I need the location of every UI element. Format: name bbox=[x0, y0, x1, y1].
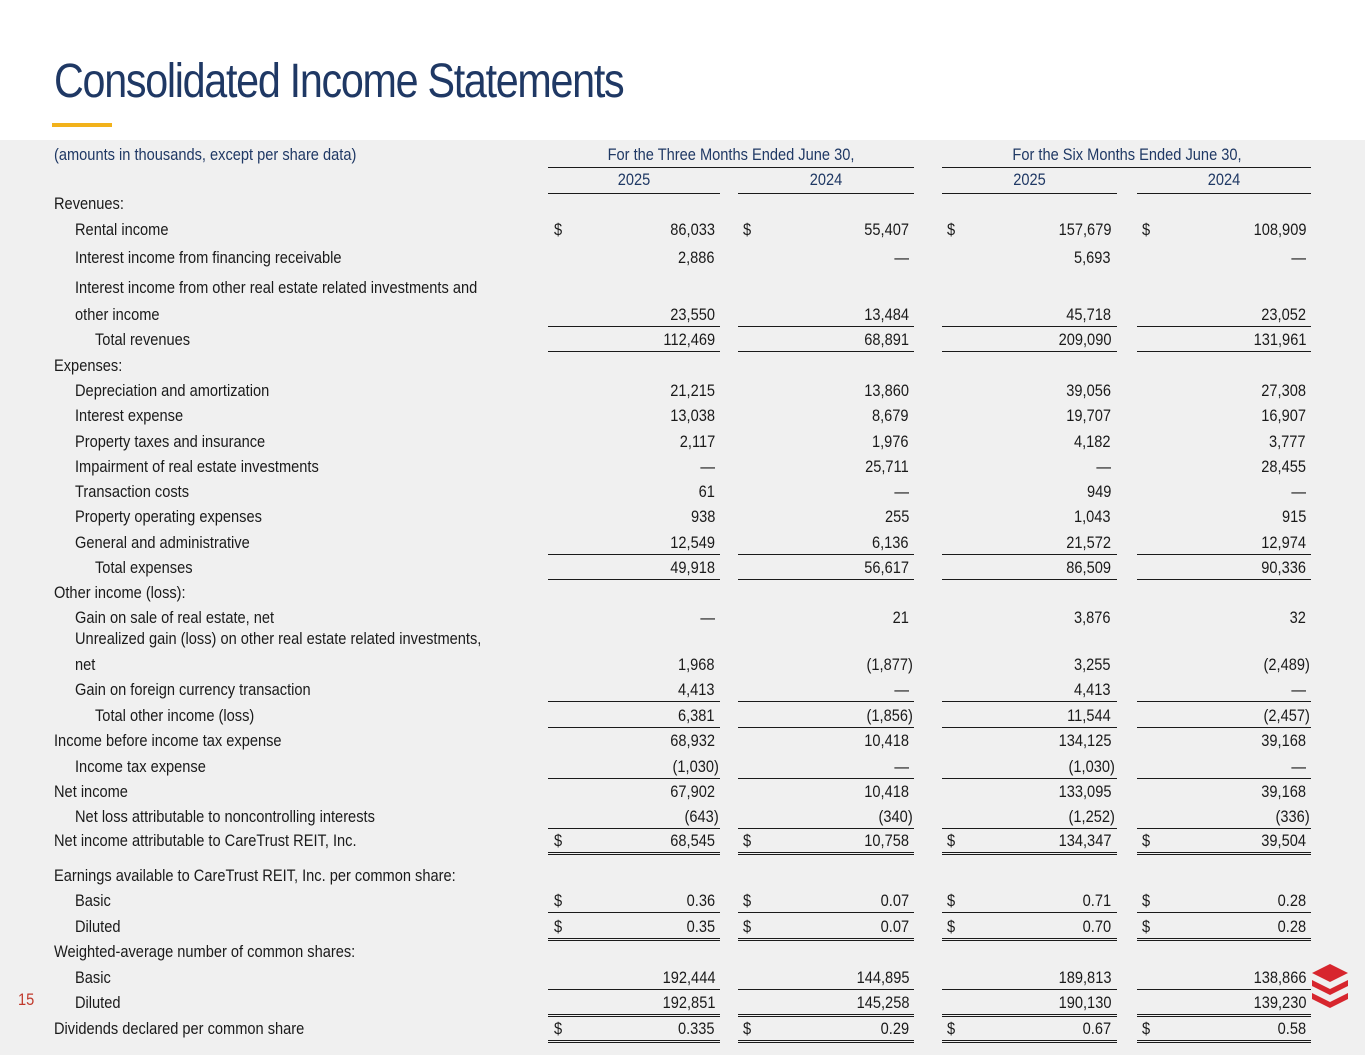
row-label: Net income attributable to CareTrust REIT, Inc. bbox=[54, 831, 357, 850]
value-cell: 16,907 bbox=[1261, 406, 1306, 425]
value-cell: 144,895 bbox=[856, 968, 909, 987]
total-rule bbox=[1137, 1014, 1311, 1017]
total-rule bbox=[738, 1040, 914, 1043]
value-cell: 0.335 bbox=[678, 1019, 715, 1038]
row-label: Property operating expenses bbox=[75, 507, 262, 526]
total-rule bbox=[942, 1014, 1117, 1017]
currency-symbol: $ bbox=[743, 220, 752, 239]
currency-symbol: $ bbox=[1142, 220, 1151, 239]
value-cell: 39,504 bbox=[1261, 831, 1306, 850]
value-cell: 209,090 bbox=[1058, 330, 1111, 349]
total-rule bbox=[548, 912, 720, 913]
value-cell: 1,976 bbox=[872, 432, 909, 451]
value-cell: 32 bbox=[1289, 608, 1306, 627]
year-underline bbox=[1137, 193, 1311, 194]
value-cell: 10,418 bbox=[864, 782, 909, 801]
row-label: Transaction costs bbox=[75, 482, 190, 501]
value-cell: 68,545 bbox=[670, 831, 715, 850]
period-header-three-months: For the Three Months Ended June 30, bbox=[607, 145, 855, 164]
total-rule bbox=[738, 912, 914, 913]
total-rule bbox=[1137, 554, 1311, 555]
total-rule bbox=[738, 938, 914, 941]
value-cell: 68,932 bbox=[670, 731, 715, 750]
value-cell: 108,909 bbox=[1253, 220, 1306, 239]
value-cell: — bbox=[894, 680, 909, 699]
value-cell: 49,918 bbox=[670, 558, 715, 577]
company-logo-icon bbox=[1310, 962, 1350, 1008]
units-note: (amounts in thousands, except per share data) bbox=[54, 145, 357, 164]
row-label: Basic bbox=[75, 968, 111, 987]
value-cell: 55,407 bbox=[864, 220, 909, 239]
value-cell: 23,550 bbox=[670, 305, 715, 324]
value-cell: 139,230 bbox=[1253, 993, 1306, 1012]
value-cell: 13,860 bbox=[864, 381, 909, 400]
value-cell: 68,891 bbox=[864, 330, 909, 349]
value-cell: 3,777 bbox=[1269, 432, 1306, 451]
value-cell: — bbox=[894, 482, 909, 501]
row-label: Unrealized gain (loss) on other real estate related investments, bbox=[75, 629, 482, 648]
value-cell: 134,125 bbox=[1058, 731, 1111, 750]
row-label: Expenses: bbox=[54, 356, 123, 375]
total-rule bbox=[738, 554, 914, 555]
year-underline bbox=[548, 193, 720, 194]
value-cell: 145,258 bbox=[856, 993, 909, 1012]
total-rule bbox=[738, 989, 914, 990]
total-rule bbox=[548, 701, 720, 702]
row-label: Gain on sale of real estate, net bbox=[75, 608, 275, 627]
currency-symbol: $ bbox=[554, 831, 563, 850]
total-rule bbox=[942, 579, 1117, 580]
total-rule bbox=[942, 1040, 1117, 1043]
value-cell: 13,038 bbox=[670, 406, 715, 425]
currency-symbol: $ bbox=[743, 831, 752, 850]
value-cell: 6,381 bbox=[678, 706, 715, 725]
title-accent-bar bbox=[52, 123, 112, 127]
value-cell: 11,544 bbox=[1067, 706, 1111, 725]
total-rule bbox=[942, 989, 1117, 990]
value-cell: 0.67 bbox=[1082, 1019, 1111, 1038]
value-cell: 25,711 bbox=[865, 457, 909, 476]
currency-symbol: $ bbox=[554, 220, 563, 239]
total-rule bbox=[738, 1014, 914, 1017]
value-cell: 19,707 bbox=[1066, 406, 1111, 425]
row-label: Total revenues bbox=[95, 330, 191, 349]
value-cell: 938 bbox=[690, 507, 715, 526]
row-label: Total other income (loss) bbox=[95, 706, 255, 725]
value-cell: 915 bbox=[1281, 507, 1306, 526]
total-rule bbox=[738, 351, 914, 352]
row-label: Interest income from other real estate related investments and bbox=[75, 278, 478, 297]
value-cell: 3,255 bbox=[1074, 655, 1111, 674]
row-label: Net loss attributable to noncontrolling interests bbox=[75, 807, 375, 826]
value-cell: 134,347 bbox=[1058, 831, 1111, 850]
value-cell: (1,252) bbox=[1068, 807, 1115, 826]
value-cell: 138,866 bbox=[1253, 968, 1306, 987]
page-title: Consolidated Income Statements bbox=[54, 55, 624, 108]
page-number: 15 bbox=[18, 990, 35, 1009]
total-rule bbox=[1137, 701, 1311, 702]
currency-symbol: $ bbox=[1142, 891, 1151, 910]
year-underline bbox=[738, 193, 914, 194]
year-underline bbox=[942, 193, 1117, 194]
total-rule bbox=[942, 701, 1117, 702]
row-label: Interest income from financing receivable bbox=[75, 248, 342, 267]
value-cell: 6,136 bbox=[872, 533, 909, 552]
currency-symbol: $ bbox=[743, 891, 752, 910]
row-label: other income bbox=[75, 305, 160, 324]
value-cell: — bbox=[894, 248, 909, 267]
value-cell: 192,851 bbox=[662, 993, 715, 1012]
value-cell: 21,572 bbox=[1066, 533, 1111, 552]
total-rule bbox=[738, 852, 914, 855]
value-cell: 192,444 bbox=[662, 968, 715, 987]
value-cell: (336) bbox=[1275, 807, 1310, 826]
value-cell: 45,718 bbox=[1066, 305, 1111, 324]
row-label: Earnings available to CareTrust REIT, Inc. per common share: bbox=[54, 866, 456, 885]
value-cell: 10,418 bbox=[864, 731, 909, 750]
value-cell: 1,043 bbox=[1074, 507, 1111, 526]
total-rule bbox=[1137, 351, 1311, 352]
year-header: 2024 bbox=[1207, 170, 1241, 189]
total-rule bbox=[942, 727, 1117, 728]
value-cell: 0.28 bbox=[1277, 917, 1306, 936]
value-cell: 86,033 bbox=[670, 220, 715, 239]
total-rule bbox=[942, 351, 1117, 352]
period-underline bbox=[942, 167, 1311, 168]
value-cell: 90,336 bbox=[1261, 558, 1306, 577]
total-rule bbox=[738, 828, 914, 829]
value-cell: — bbox=[1096, 457, 1111, 476]
value-cell: 12,549 bbox=[670, 533, 715, 552]
total-rule bbox=[942, 912, 1117, 913]
row-label: Property taxes and insurance bbox=[75, 432, 266, 451]
value-cell: 255 bbox=[884, 507, 909, 526]
value-cell: 0.07 bbox=[880, 917, 909, 936]
total-rule bbox=[1137, 989, 1311, 990]
total-rule bbox=[1137, 852, 1311, 855]
value-cell: 27,308 bbox=[1261, 381, 1306, 400]
value-cell: 0.58 bbox=[1277, 1019, 1306, 1038]
value-cell: 8,679 bbox=[872, 406, 909, 425]
total-rule bbox=[1137, 1040, 1311, 1043]
year-header: 2025 bbox=[1013, 170, 1046, 189]
total-rule bbox=[548, 727, 720, 728]
total-rule bbox=[1137, 828, 1311, 829]
value-cell: 189,813 bbox=[1058, 968, 1111, 987]
row-label: net bbox=[75, 655, 96, 674]
total-rule bbox=[1137, 778, 1311, 779]
currency-symbol: $ bbox=[1142, 1019, 1151, 1038]
row-label: Income tax expense bbox=[75, 757, 206, 776]
value-cell: 4,413 bbox=[1074, 680, 1111, 699]
row-label: Dividends declared per common share bbox=[54, 1019, 305, 1038]
value-cell: 21,215 bbox=[670, 381, 715, 400]
value-cell: (340) bbox=[878, 807, 913, 826]
row-label: Interest expense bbox=[75, 406, 184, 425]
value-cell: 157,679 bbox=[1058, 220, 1111, 239]
row-label: Total expenses bbox=[95, 558, 193, 577]
value-cell: 112,469 bbox=[663, 330, 715, 349]
value-cell: — bbox=[700, 608, 715, 627]
value-cell: 190,130 bbox=[1058, 993, 1111, 1012]
value-cell: 61 bbox=[698, 482, 715, 501]
value-cell: 21 bbox=[892, 608, 909, 627]
value-cell: (1,030) bbox=[672, 757, 719, 776]
value-cell: 0.35 bbox=[686, 917, 715, 936]
currency-symbol: $ bbox=[554, 1019, 563, 1038]
row-label: General and administrative bbox=[75, 533, 250, 552]
currency-symbol: $ bbox=[947, 1019, 956, 1038]
value-cell: 67,902 bbox=[670, 782, 715, 801]
value-cell: 0.36 bbox=[686, 891, 715, 910]
value-cell: — bbox=[700, 457, 715, 476]
row-label: Weighted-average number of common shares: bbox=[54, 942, 356, 961]
value-cell: 0.29 bbox=[880, 1019, 909, 1038]
total-rule bbox=[548, 852, 720, 855]
value-cell: 0.28 bbox=[1277, 891, 1306, 910]
value-cell: 86,509 bbox=[1066, 558, 1111, 577]
value-cell: (2,457) bbox=[1263, 706, 1310, 725]
total-rule bbox=[738, 701, 914, 702]
value-cell: 56,617 bbox=[864, 558, 909, 577]
value-cell: 39,168 bbox=[1261, 782, 1306, 801]
currency-symbol: $ bbox=[743, 917, 752, 936]
value-cell: 13,484 bbox=[864, 305, 909, 324]
total-rule bbox=[942, 852, 1117, 855]
value-cell: 4,182 bbox=[1074, 432, 1111, 451]
year-header: 2025 bbox=[617, 170, 651, 189]
total-rule bbox=[548, 1014, 720, 1017]
value-cell: 131,961 bbox=[1253, 330, 1306, 349]
value-cell: 3,876 bbox=[1074, 608, 1111, 627]
row-label: Impairment of real estate investments bbox=[75, 457, 319, 476]
total-rule bbox=[1137, 938, 1311, 941]
currency-symbol: $ bbox=[1142, 831, 1151, 850]
row-label: Diluted bbox=[75, 917, 121, 936]
total-rule bbox=[1137, 579, 1311, 580]
total-rule bbox=[942, 326, 1117, 327]
total-rule bbox=[1137, 912, 1311, 913]
value-cell: 0.71 bbox=[1082, 891, 1111, 910]
row-label: Gain on foreign currency transaction bbox=[75, 680, 311, 699]
value-cell: 0.07 bbox=[880, 891, 909, 910]
currency-symbol: $ bbox=[554, 917, 563, 936]
currency-symbol: $ bbox=[1142, 917, 1151, 936]
period-header-six-months: For the Six Months Ended June 30, bbox=[1012, 145, 1242, 164]
currency-symbol: $ bbox=[947, 917, 956, 936]
value-cell: (643) bbox=[684, 807, 719, 826]
row-label: Basic bbox=[75, 891, 111, 910]
total-rule bbox=[1137, 326, 1311, 327]
value-cell: 1,968 bbox=[678, 655, 715, 674]
total-rule bbox=[548, 989, 720, 990]
total-rule bbox=[942, 938, 1117, 941]
row-label: Diluted bbox=[75, 993, 121, 1012]
currency-symbol: $ bbox=[947, 831, 956, 850]
value-cell: 2,117 bbox=[679, 432, 715, 451]
total-rule bbox=[548, 326, 720, 327]
total-rule bbox=[548, 778, 720, 779]
value-cell: 2,886 bbox=[678, 248, 715, 267]
currency-symbol: $ bbox=[743, 1019, 752, 1038]
row-label: Net income bbox=[54, 782, 128, 801]
total-rule bbox=[738, 778, 914, 779]
value-cell: — bbox=[894, 757, 909, 776]
currency-symbol: $ bbox=[947, 220, 956, 239]
year-header: 2024 bbox=[809, 170, 843, 189]
value-cell: 39,168 bbox=[1261, 731, 1306, 750]
value-cell: 23,052 bbox=[1261, 305, 1306, 324]
total-rule bbox=[942, 778, 1117, 779]
row-label: Other income (loss): bbox=[54, 583, 186, 602]
total-rule bbox=[942, 554, 1117, 555]
period-underline bbox=[548, 167, 914, 168]
row-label: Income before income tax expense bbox=[54, 731, 282, 750]
total-rule bbox=[738, 579, 914, 580]
value-cell: 28,455 bbox=[1261, 457, 1306, 476]
value-cell: — bbox=[1291, 757, 1306, 776]
total-rule bbox=[548, 554, 720, 555]
value-cell: (1,030) bbox=[1068, 757, 1115, 776]
row-label: Revenues: bbox=[54, 194, 124, 213]
value-cell: (1,856) bbox=[866, 706, 913, 725]
total-rule bbox=[548, 351, 720, 352]
total-rule bbox=[1137, 727, 1311, 728]
value-cell: 949 bbox=[1086, 482, 1111, 501]
total-rule bbox=[942, 828, 1117, 829]
total-rule bbox=[738, 727, 914, 728]
total-rule bbox=[548, 1040, 720, 1043]
total-rule bbox=[548, 828, 720, 829]
value-cell: 4,413 bbox=[678, 680, 715, 699]
currency-symbol: $ bbox=[554, 891, 563, 910]
value-cell: 133,095 bbox=[1058, 782, 1111, 801]
value-cell: — bbox=[1291, 248, 1306, 267]
total-rule bbox=[548, 579, 720, 580]
value-cell: 5,693 bbox=[1074, 248, 1111, 267]
value-cell: — bbox=[1291, 680, 1306, 699]
value-cell: 39,056 bbox=[1066, 381, 1111, 400]
total-rule bbox=[738, 326, 914, 327]
value-cell: — bbox=[1291, 482, 1306, 501]
value-cell: 12,974 bbox=[1261, 533, 1306, 552]
value-cell: 0.70 bbox=[1082, 917, 1111, 936]
value-cell: (2,489) bbox=[1263, 655, 1310, 674]
value-cell: 10,758 bbox=[864, 831, 909, 850]
row-label: Depreciation and amortization bbox=[75, 381, 270, 400]
total-rule bbox=[548, 938, 720, 941]
currency-symbol: $ bbox=[947, 891, 956, 910]
value-cell: (1,877) bbox=[866, 655, 913, 674]
row-label: Rental income bbox=[75, 220, 169, 239]
